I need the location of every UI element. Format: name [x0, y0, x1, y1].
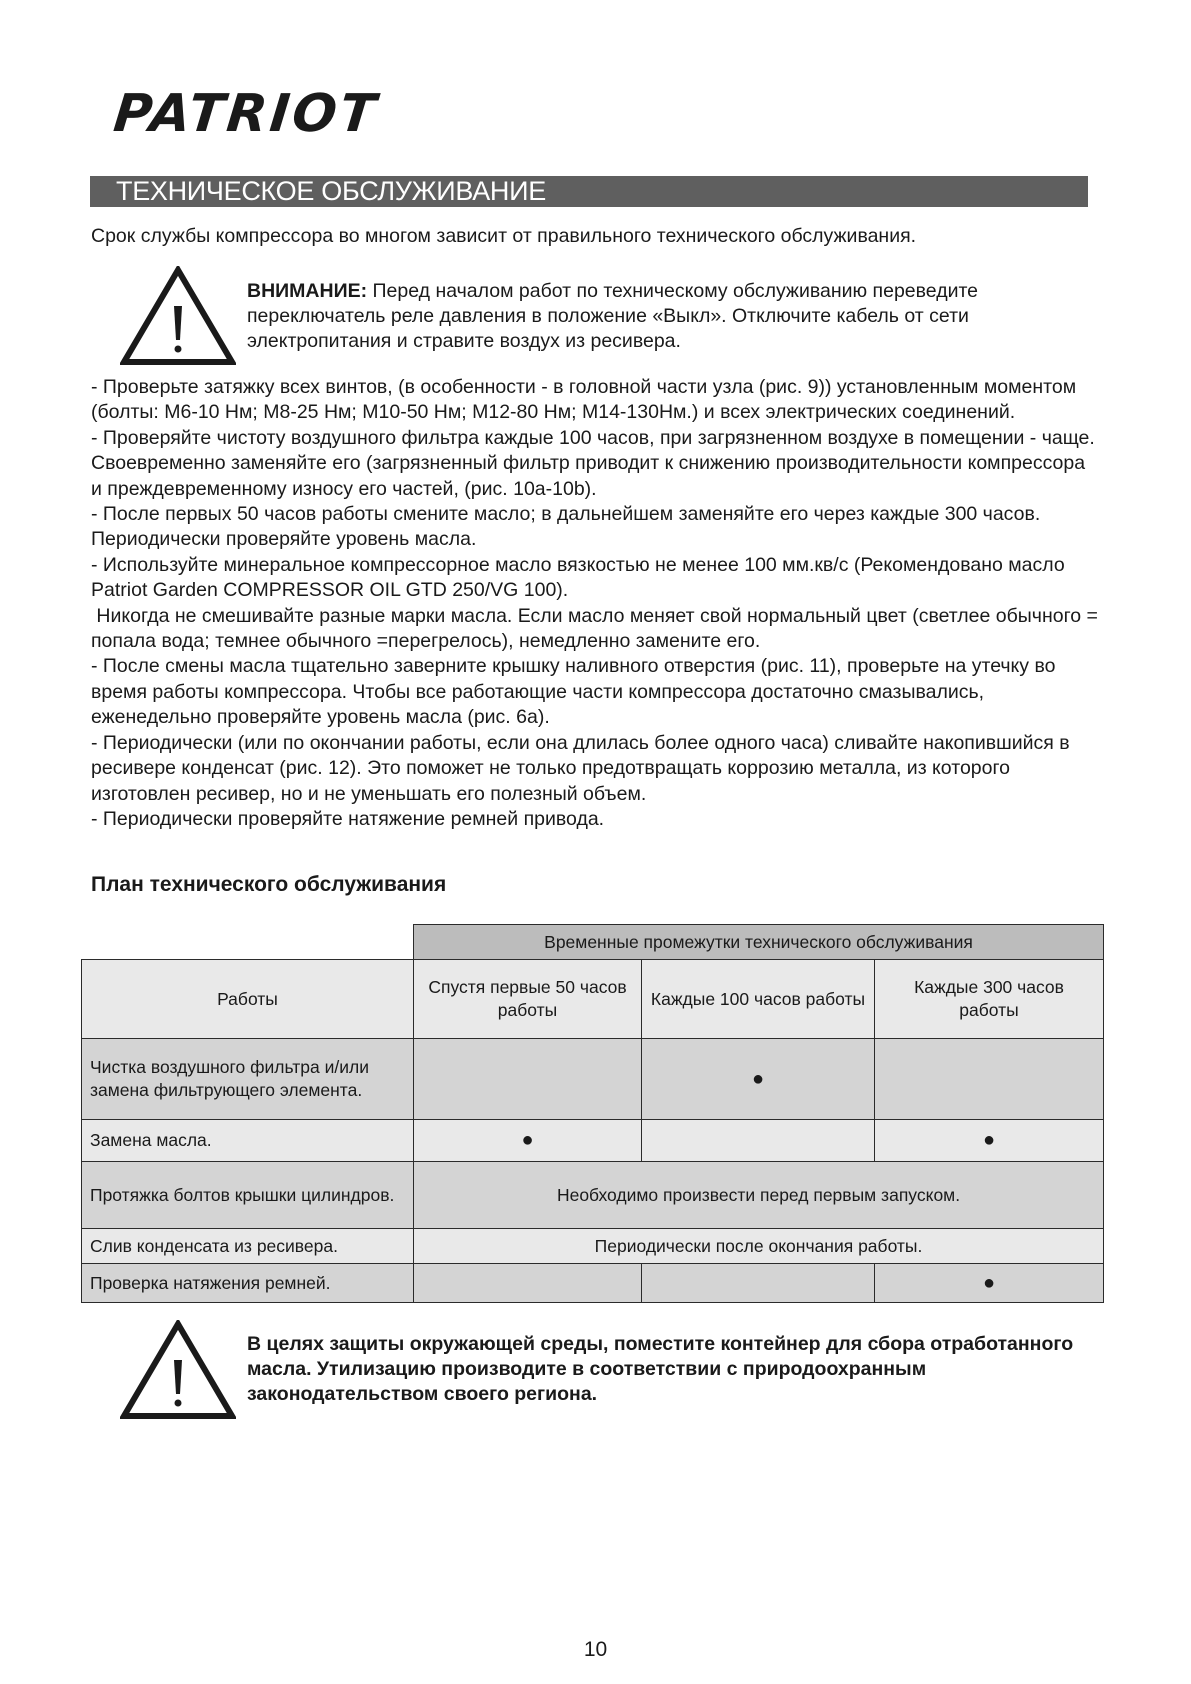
- mark-cell: [642, 1264, 875, 1303]
- warning-triangle-icon: [120, 1320, 236, 1420]
- intro-text: Срок службы компрессора во многом зависит от правильного технического обслуживания.: [91, 225, 917, 247]
- work-cell: Протяжка болтов крышки цилиндров.: [82, 1162, 414, 1229]
- paragraph: - После первых 50 часов работы смените масло; в дальнейшем заменяйте его через каждые 300 часов. Периодически проверяйте уровень масла.: [91, 503, 1046, 551]
- plan-title: План технического обслуживания: [91, 873, 447, 896]
- table-row: [82, 1039, 1104, 1120]
- col-header-100h: Каждые 100 часов работы: [642, 960, 875, 1039]
- section-title: ТЕХНИЧЕСКОЕ ОБСЛУЖИВАНИЕ: [90, 176, 1088, 207]
- maintenance-instructions: [91, 375, 1104, 832]
- table-header-row: [82, 925, 1104, 960]
- environment-note: В целях защиты окружающей среды, поместите контейнер для сбора отработанного масла. Утилизацию производите в соответствии с природоохранным законодательством своего региона.: [247, 1333, 1074, 1405]
- work-cell: Слив конденсата из ресивера.: [82, 1229, 414, 1264]
- work-cell: Проверка натяжения ремней.: [82, 1264, 414, 1303]
- table-row: [82, 1162, 1104, 1229]
- mark-cell: [414, 1039, 642, 1120]
- work-cell: Замена масла.: [82, 1120, 414, 1162]
- paragraph: - Периодически проверяйте натяжение ремней привода.: [91, 807, 605, 830]
- warning-triangle-icon: [120, 266, 236, 366]
- table-header-row: [82, 960, 1104, 1039]
- paragraph: - Используйте минеральное компрессорное масло вязкостью не менее 100 мм.кв/с (Рекомендовано масло Patriot Garden COMPRESSOR OIL GTD 250/VG 100).: [91, 553, 1071, 602]
- note-cell: Периодически после окончания работы.: [414, 1229, 1104, 1264]
- mark-cell: ●: [414, 1120, 642, 1162]
- page-number: 10: [583, 1638, 608, 1661]
- paragraph: Никогда не смешивайте разные марки масла. Если масло меняет свой нормальный цвет (светлее обычного = попала вода; темнее обычного =перегрелось), немедленно замените его.: [91, 604, 1104, 653]
- paragraph: - Проверяйте чистоту воздушного фильтра каждые 100 часов, при загрязненном воздухе в помещении - чаще. Своевременно заменяйте его (загрязненный фильтр приводит к снижению производительности компрессора и преждевременному износу его частей, (рис. 10а-10b).: [91, 426, 1101, 500]
- warning-text: [247, 279, 1077, 354]
- table-row: [82, 1120, 1104, 1162]
- table-row: [82, 1229, 1104, 1264]
- warning-label: ВНИМАНИЕ:: [247, 280, 368, 302]
- mark-cell: ●: [642, 1039, 875, 1120]
- paragraph: - Проверьте затяжку всех винтов, (в особенности - в головной части узла (рис. 9)) установленным моментом (болты: М6-10 Нм; М8-25 Нм; М10-50 Нм; М12-80 Нм; М14-130Нм.) и всех электрических соединений.: [91, 376, 1082, 424]
- table-row: [82, 1264, 1104, 1303]
- maintenance-plan-table: [81, 924, 1103, 1303]
- note-cell: Необходимо произвести перед первым запуском.: [414, 1162, 1104, 1229]
- col-header-300h: Каждые 300 часов работы: [875, 960, 1104, 1039]
- patriot-logo: PATRIOT: [110, 84, 382, 144]
- col-header-50h: Спустя первые 50 часов работы: [414, 960, 642, 1039]
- paragraph: - После смены масла тщательно заверните крышку наливного отверстия (рис. 11), проверьте на утечку во время работы компрессора. Чтобы все работающие части компрессора достаточно смазывались, еженедельно проверяйте уровень масла (рис. 6а).: [91, 655, 1061, 729]
- warning-body: Перед началом работ по техническому обслуживанию переведите переключатель реле давления в положение «Выкл». Отключите кабель от сети электропитания и стравите воздух из ресивера.: [247, 280, 979, 352]
- mark-cell: ●: [875, 1264, 1104, 1303]
- mark-cell: [642, 1120, 875, 1162]
- works-header: Работы: [82, 960, 414, 1039]
- intervals-header: Временные промежутки технического обслуживания: [414, 925, 1104, 960]
- mark-cell: [414, 1264, 642, 1303]
- mark-cell: [875, 1039, 1104, 1120]
- paragraph: - Периодически (или по окончании работы, если она длилась более одного часа) сливайте накопившийся в ресивере конденсат (рис. 12). Это поможет не только предотвращать коррозию металла, из которого изготовлен ресивер, но и не уменьшать его полезный объем.: [91, 731, 1076, 805]
- mark-cell: ●: [875, 1120, 1104, 1162]
- work-cell: Чистка воздушного фильтра и/или замена фильтрующего элемента.: [82, 1039, 414, 1120]
